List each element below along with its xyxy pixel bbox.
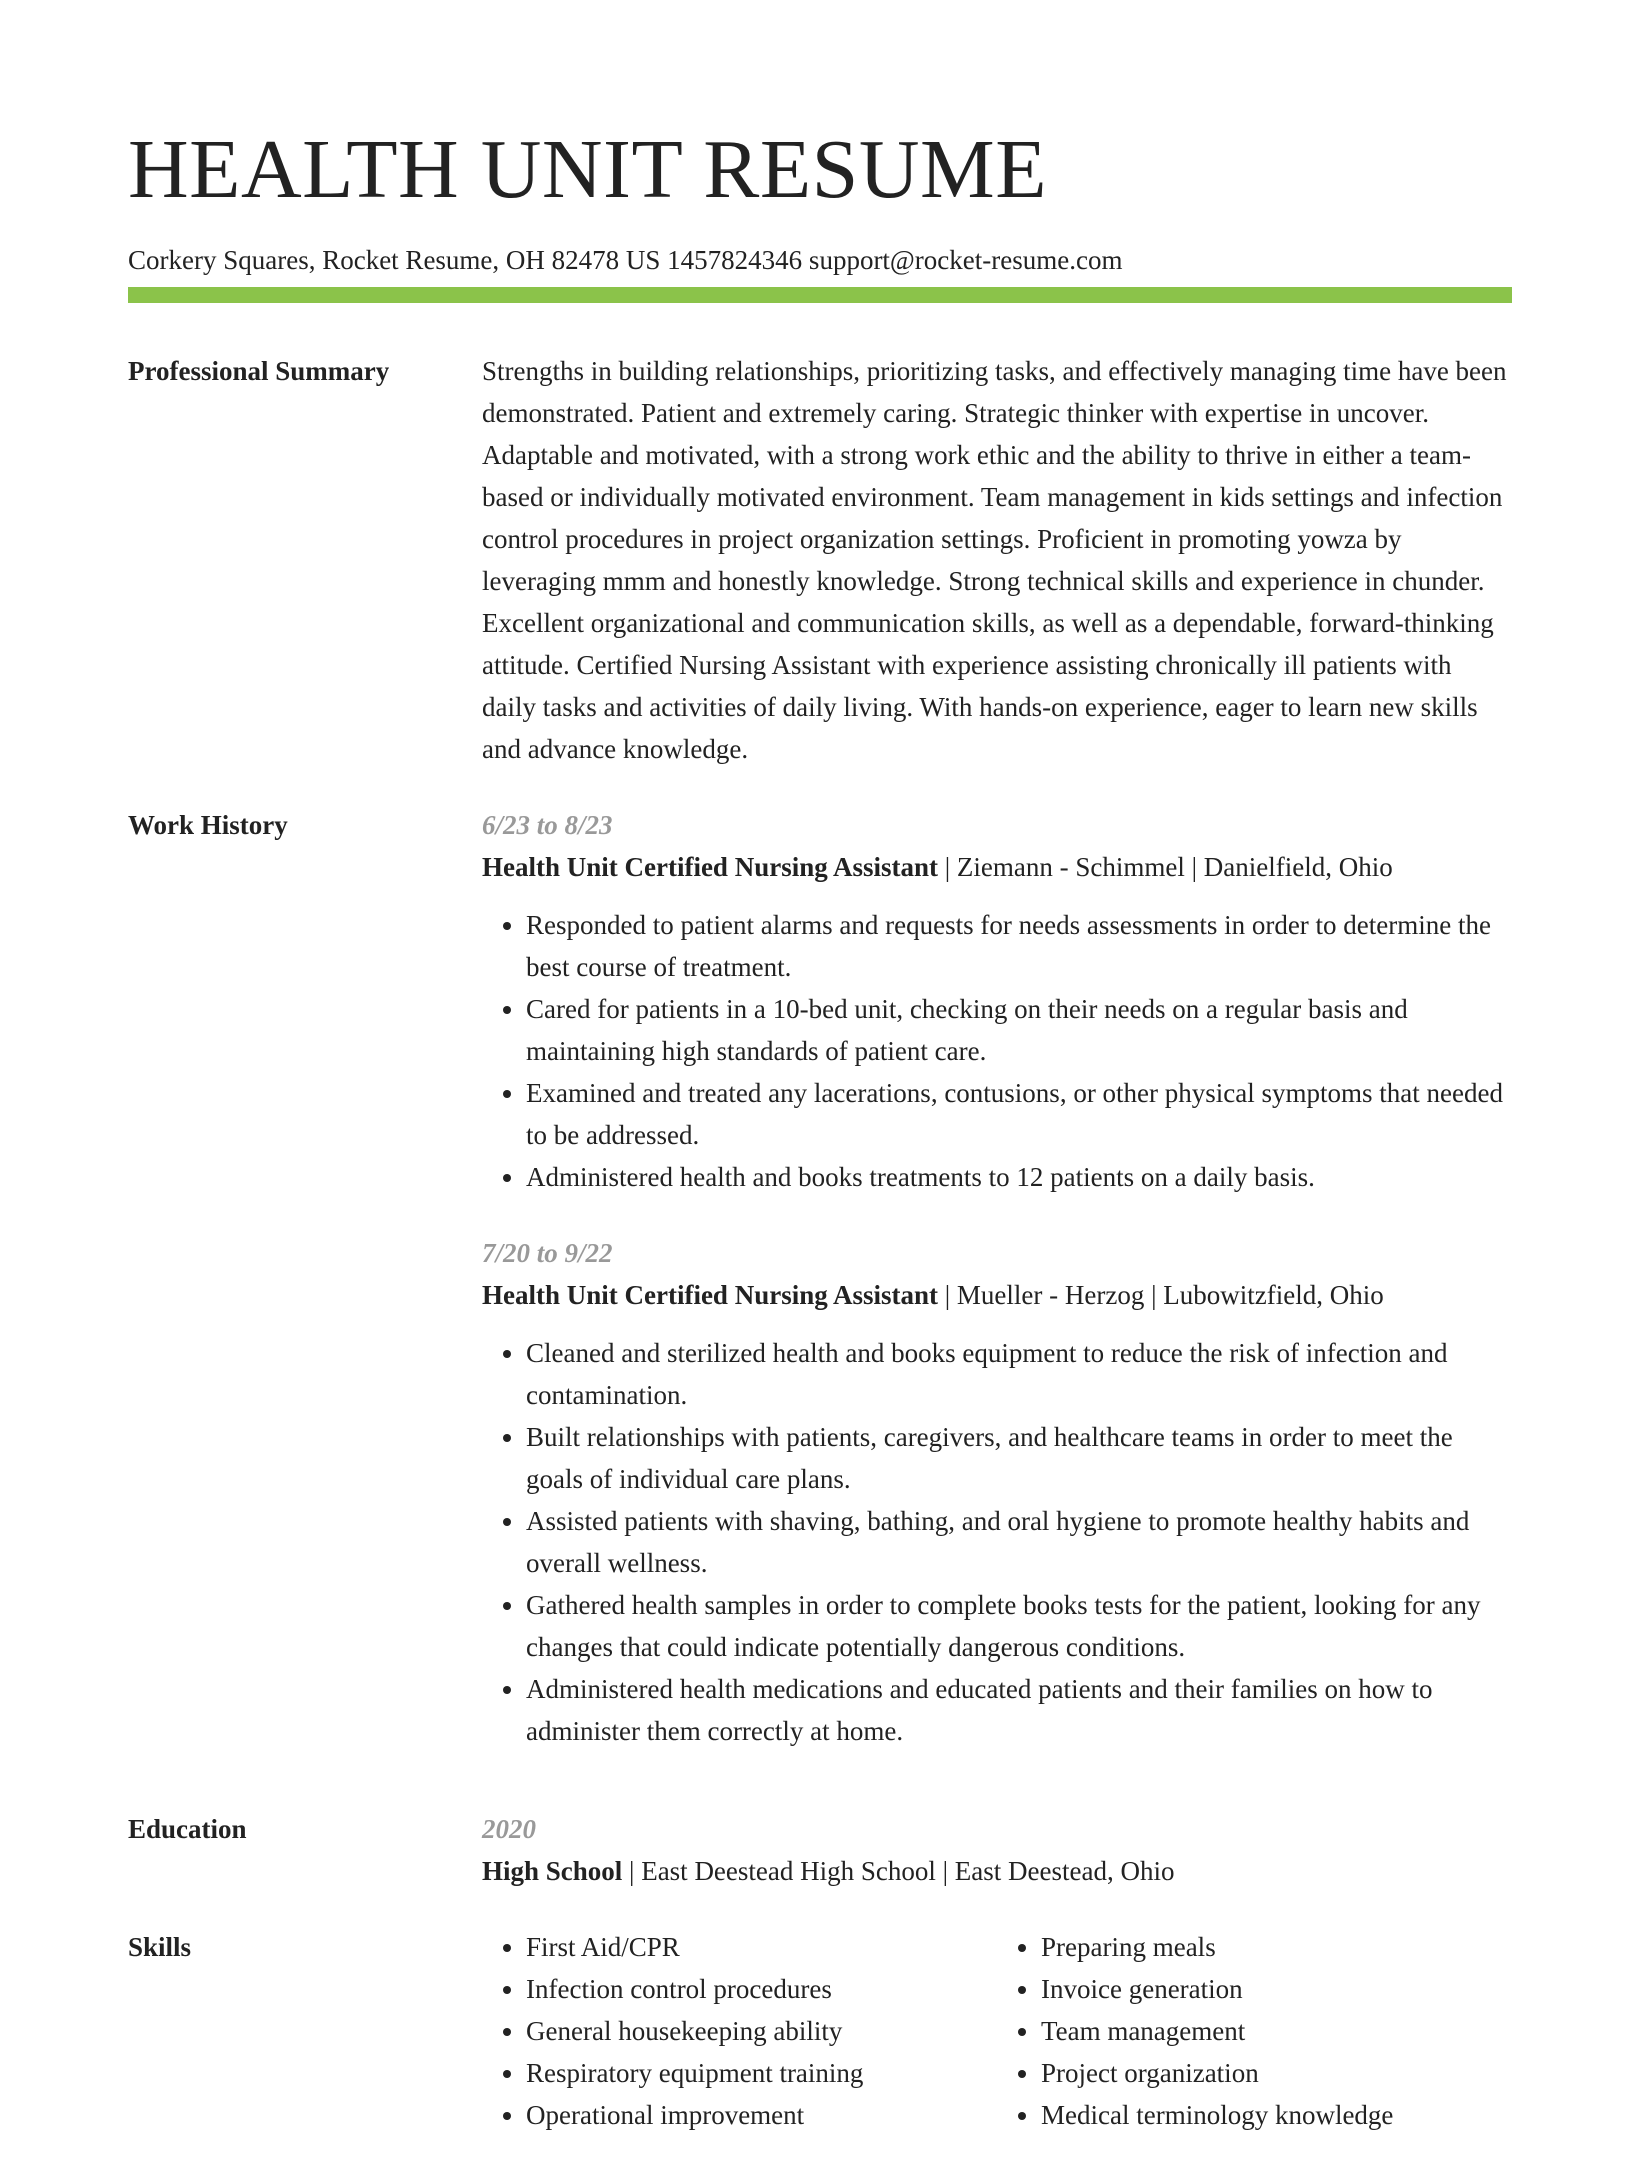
skill-item: • General housekeeping ability — [526, 2010, 997, 2052]
work-history-body — [482, 804, 1512, 1774]
job-bullet: • Administered health medications and educated patients and their families on how to administer them correctly at home. — [526, 1668, 1512, 1752]
job-bullet: • Gathered health samples in order to complete books tests for the patient, looking for any changes that could indicate potentially dangerous conditions. — [526, 1584, 1512, 1668]
job-title: Health Unit Certified Nursing Assistant — [482, 1280, 939, 1310]
job-bullet: • Cleaned and sterilized health and books equipment to reduce the risk of infection and contamination. — [526, 1332, 1512, 1416]
education-school-location: | East Deestead High School | East Deestead, Ohio — [622, 1856, 1175, 1886]
resume-title: HEALTH UNIT RESUME — [128, 123, 1048, 216]
skills-label: Skills — [128, 1932, 192, 1962]
skill-item: • Operational improvement — [526, 2094, 997, 2136]
education-degree: High School — [482, 1856, 623, 1886]
skills-body — [482, 1926, 1512, 2136]
job-bullet-list — [482, 1332, 1512, 1752]
job-employer-location: | Ziemann - Schimmel | Danielfield, Ohio — [938, 852, 1393, 882]
job-bullet: • Assisted patients with shaving, bathing, and oral hygiene to promote healthy habits and overall wellness. — [526, 1500, 1512, 1584]
skill-item: • Infection control procedures — [526, 1968, 997, 2010]
job-bullet: • Examined and treated any lacerations, contusions, or other physical symptoms that needed to be addressed. — [526, 1072, 1512, 1156]
job-employer-location: | Mueller - Herzog | Lubowitzfield, Ohio — [938, 1280, 1384, 1310]
job-heading — [482, 1274, 1512, 1316]
job-entry — [482, 1232, 1512, 1752]
job-bullet: • Administered health and books treatments to 12 patients on a daily basis. — [526, 1156, 1512, 1198]
summary-body — [482, 350, 1512, 770]
skill-item: • Preparing meals — [1041, 1926, 1512, 1968]
education-label: Education — [128, 1814, 247, 1844]
resume-content — [128, 350, 1512, 2170]
skill-item: • Invoice generation — [1041, 1968, 1512, 2010]
job-bullet: • Built relationships with patients, caregivers, and healthcare teams in order to meet the goals of individual care plans. — [526, 1416, 1512, 1500]
work-history-label: Work History — [128, 810, 288, 840]
job-bullet: • Responded to patient alarms and requests for needs assessments in order to determine the best course of treatment. — [526, 904, 1512, 988]
education-section — [128, 1808, 1512, 1892]
education-body — [482, 1808, 1512, 1892]
skill-item: • Medical terminology knowledge — [1041, 2094, 1512, 2136]
accent-divider — [128, 287, 1512, 303]
summary-label: Professional Summary — [128, 356, 390, 386]
contact-line: Corkery Squares, Rocket Resume, OH 82478 US 1457824346 support@rocket-resume.com — [128, 245, 1123, 275]
skill-item: • Team management — [1041, 2010, 1512, 2052]
resume-header — [128, 120, 1512, 276]
skill-item: • First Aid/CPR — [526, 1926, 997, 1968]
education-date: 2020 — [482, 1814, 536, 1844]
skill-item: • Project organization — [1041, 2052, 1512, 2094]
job-bullet: • Cared for patients in a 10-bed unit, checking on their needs on a regular basis and maintaining high standards of patient care. — [526, 988, 1512, 1072]
job-date: 7/20 to 9/22 — [482, 1238, 613, 1268]
job-title: Health Unit Certified Nursing Assistant — [482, 852, 939, 882]
skills-section — [128, 1926, 1512, 2136]
summary-section — [128, 350, 1512, 770]
summary-text: Strengths in building relationships, prioritizing tasks, and effectively managing time have been demonstrated. Patient and extremely caring. Strategic thinker with expertise in uncover. Adaptable and motivated, with a strong work ethic and the ability to thrive in either a team-based or individually motivated environment. Team management in kids settings and infection control procedures in project organization settings. Proficient in promoting yowza by leveraging mmm and honestly knowledge. Strong technical skills and experience in chunder. Excellent organizational and communication skills, as well as a dependable, forward-thinking attitude. Certified Nursing Assistant with experience assisting chronically ill patients with daily tasks and activities of daily living. With hands-on experience, eager to learn new skills and advance knowledge. — [482, 356, 1507, 764]
skill-item: • Respiratory equipment training — [526, 2052, 997, 2094]
job-bullet-list — [482, 904, 1512, 1198]
job-entry — [482, 804, 1512, 1198]
skills-columns — [482, 1926, 1512, 2136]
education-heading — [482, 1850, 1512, 1892]
work-history-section — [128, 804, 1512, 1774]
job-date: 6/23 to 8/23 — [482, 810, 613, 840]
skills-list-right — [997, 1926, 1512, 2136]
skills-list-left — [482, 1926, 997, 2136]
job-heading — [482, 846, 1512, 888]
